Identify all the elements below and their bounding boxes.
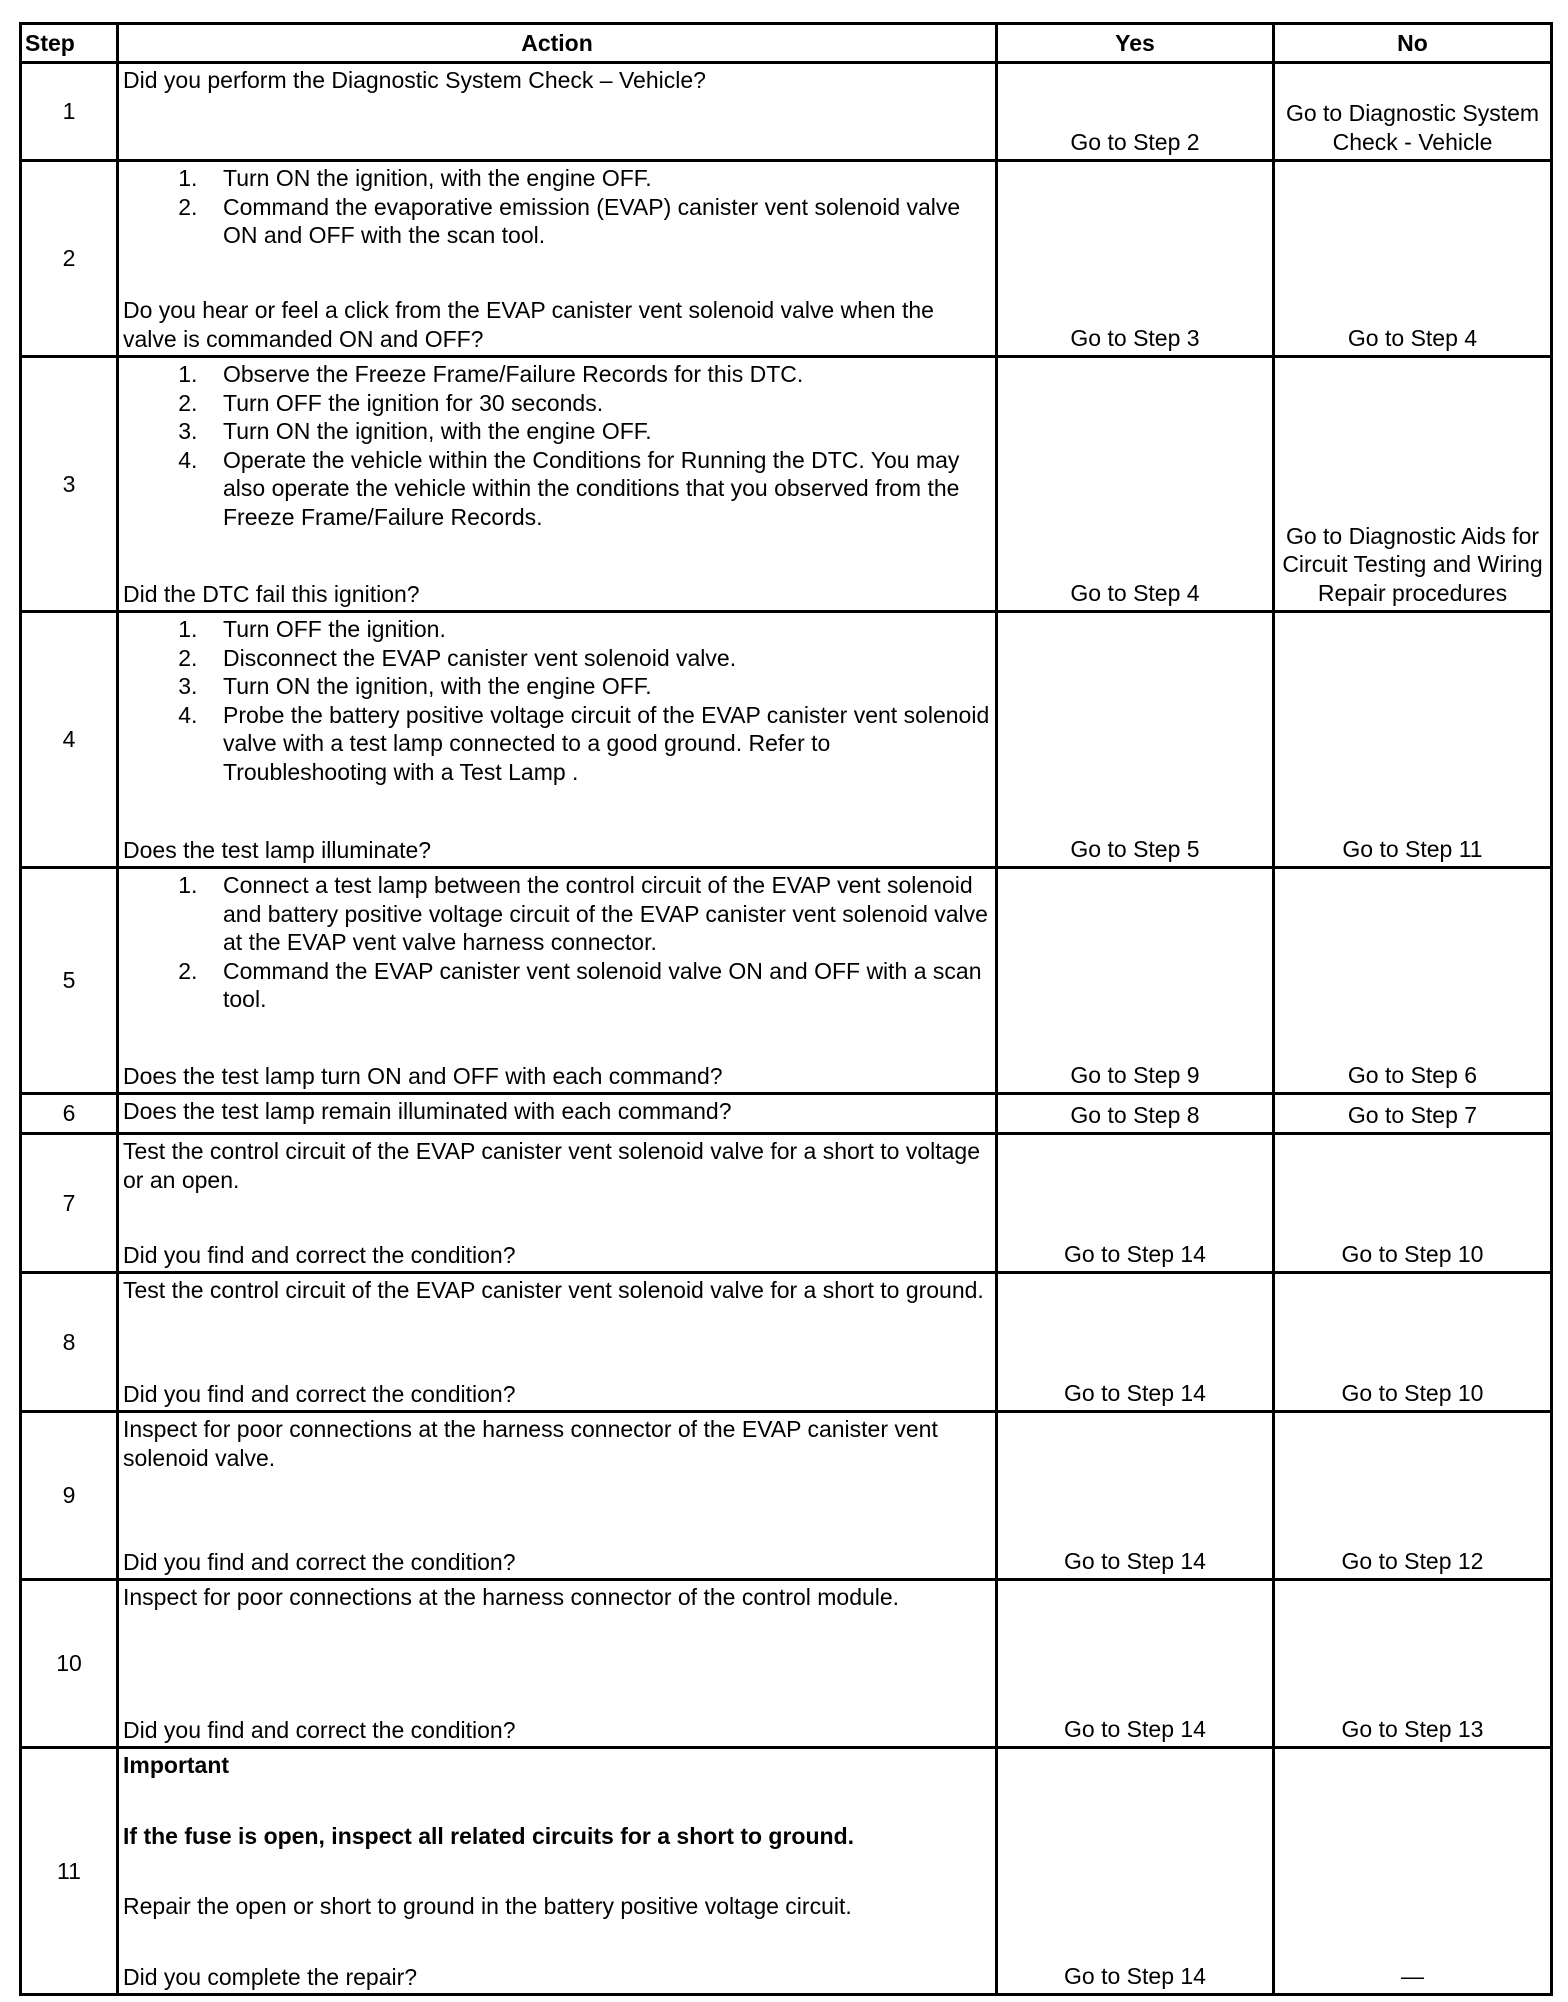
no-cell: Go to Step 4 — [1274, 161, 1552, 357]
step-number: 9 — [21, 1412, 118, 1580]
action-cell — [118, 1273, 997, 1412]
step-number: 5 — [21, 868, 118, 1094]
table-row — [21, 357, 1552, 612]
table-row — [21, 1412, 1552, 1580]
yes-cell: Go to Step 9 — [997, 868, 1274, 1094]
table-row — [21, 1094, 1552, 1134]
action-cell — [118, 1580, 997, 1748]
no-cell: Go to Step 11 — [1274, 612, 1552, 868]
action-text: Inspect for poor connections at the harness connector of the control module. — [123, 1584, 900, 1610]
action-cell — [118, 612, 997, 868]
procedure-step: 2. Disconnect the EVAP canister vent solenoid valve. — [223, 644, 991, 673]
no-cell: Go to Step 10 — [1274, 1134, 1552, 1273]
no-cell: Go to Step 6 — [1274, 868, 1552, 1094]
action-cell — [118, 1094, 997, 1134]
no-cell: Go to Step 13 — [1274, 1580, 1552, 1748]
yes-cell: Go to Step 14 — [997, 1134, 1274, 1273]
step-number: 8 — [21, 1273, 118, 1412]
action-question: Did the DTC fail this ignition? — [123, 580, 420, 607]
action-question: Did you complete the repair? — [123, 1963, 418, 1990]
no-cell: Go to Step 7 — [1274, 1094, 1552, 1134]
action-question: Does the test lamp turn ON and OFF with each command? — [123, 1062, 723, 1089]
action-cell — [118, 1748, 997, 1995]
step-number: 7 — [21, 1134, 118, 1273]
action-question: Does the test lamp illuminate? — [123, 836, 432, 863]
important-text: If the fuse is open, inspect all related circuits for a short to ground. — [123, 1822, 855, 1849]
yes-cell: Go to Step 5 — [997, 612, 1274, 868]
procedure-list — [123, 164, 991, 250]
table-row — [21, 868, 1552, 1094]
diagnostic-table-sheet — [19, 22, 1550, 1996]
action-question: Did you find and correct the condition? — [123, 1716, 516, 1743]
procedure-step: 4. Operate the vehicle within the Conditions for Running the DTC. You may also operate the vehicle within the conditions that you observed from the Freeze Frame/Failure Records. — [223, 446, 991, 532]
action-text: Did you perform the Diagnostic System Check – Vehicle? — [123, 67, 706, 93]
table-row — [21, 1273, 1552, 1412]
procedure-step: 4. Probe the battery positive voltage circuit of the EVAP canister vent solenoid valve with a test lamp connected to a good ground. Refer to Troubleshooting with a Test Lamp . — [223, 701, 991, 787]
step-number: 11 — [21, 1748, 118, 1995]
action-cell — [118, 868, 997, 1094]
yes-cell: Go to Step 3 — [997, 161, 1274, 357]
no-cell: — — [1274, 1748, 1552, 1995]
step-number: 6 — [21, 1094, 118, 1134]
procedure-step: 1. Turn OFF the ignition. — [223, 615, 991, 644]
action-cell — [118, 63, 997, 161]
no-cell: Go to Diagnostic System Check - Vehicle — [1274, 63, 1552, 161]
procedure-step: 1. Turn ON the ignition, with the engine OFF. — [223, 164, 991, 193]
action-cell — [118, 1412, 997, 1580]
header-yes: Yes — [997, 24, 1274, 63]
no-cell: Go to Diagnostic Aids for Circuit Testing and Wiring Repair procedures — [1274, 357, 1552, 612]
table-row — [21, 161, 1552, 357]
table-row — [21, 612, 1552, 868]
procedure-step: 2. Command the EVAP canister vent solenoid valve ON and OFF with a scan tool. — [223, 957, 991, 1014]
header-row — [21, 24, 1552, 63]
yes-cell: Go to Step 14 — [997, 1580, 1274, 1748]
no-cell: Go to Step 10 — [1274, 1273, 1552, 1412]
no-cell: Go to Step 12 — [1274, 1412, 1552, 1580]
procedure-list — [123, 360, 991, 531]
step-number: 4 — [21, 612, 118, 868]
action-question: Did you find and correct the condition? — [123, 1548, 516, 1575]
action-cell — [118, 161, 997, 357]
procedure-step: 2. Turn OFF the ignition for 30 seconds. — [223, 389, 991, 418]
action-question: Did you find and correct the condition? — [123, 1380, 516, 1407]
action-text: Inspect for poor connections at the harness connector of the EVAP canister vent solenoid valve. — [123, 1416, 938, 1471]
procedure-step: 3. Turn ON the ignition, with the engine OFF. — [223, 672, 991, 701]
table-row — [21, 1748, 1552, 1995]
action-question: Do you hear or feel a click from the EVAP canister vent solenoid valve when the valve is commanded ON and OFF? — [123, 297, 934, 352]
diagnostic-table — [19, 22, 1553, 1996]
action-text: Does the test lamp remain illuminated with each command? — [123, 1098, 732, 1124]
header-no: No — [1274, 24, 1552, 63]
action-text: Test the control circuit of the EVAP canister vent solenoid valve for a short to voltage or an open. — [123, 1138, 980, 1193]
yes-cell: Go to Step 2 — [997, 63, 1274, 161]
yes-cell: Go to Step 14 — [997, 1748, 1274, 1995]
yes-cell: Go to Step 8 — [997, 1094, 1274, 1134]
step-number: 10 — [21, 1580, 118, 1748]
action-cell — [118, 1134, 997, 1273]
procedure-step: 1. Connect a test lamp between the control circuit of the EVAP vent solenoid and battery positive voltage circuit of the EVAP canister vent solenoid valve at the EVAP vent valve harness connector. — [223, 871, 991, 957]
action-question: Did you find and correct the condition? — [123, 1241, 516, 1268]
step-number: 1 — [21, 63, 118, 161]
header-action: Action — [118, 24, 997, 63]
procedure-step: 3. Turn ON the ignition, with the engine OFF. — [223, 417, 991, 446]
action-text: Test the control circuit of the EVAP canister vent solenoid valve for a short to ground. — [123, 1277, 984, 1303]
table-row — [21, 63, 1552, 161]
action-text: Repair the open or short to ground in the battery positive voltage circuit. — [123, 1893, 852, 1919]
header-step: Step — [21, 24, 118, 63]
procedure-list — [123, 615, 991, 786]
table-row — [21, 1580, 1552, 1748]
table-row — [21, 1134, 1552, 1273]
procedure-list — [123, 871, 991, 1014]
yes-cell: Go to Step 14 — [997, 1273, 1274, 1412]
yes-cell: Go to Step 4 — [997, 357, 1274, 612]
important-label: Important — [123, 1752, 230, 1778]
action-cell — [118, 357, 997, 612]
procedure-step: 2. Command the evaporative emission (EVAP) canister vent solenoid valve ON and OFF with the scan tool. — [223, 193, 991, 250]
step-number: 2 — [21, 161, 118, 357]
procedure-step: 1. Observe the Freeze Frame/Failure Records for this DTC. — [223, 360, 991, 389]
step-number: 3 — [21, 357, 118, 612]
yes-cell: Go to Step 14 — [997, 1412, 1274, 1580]
